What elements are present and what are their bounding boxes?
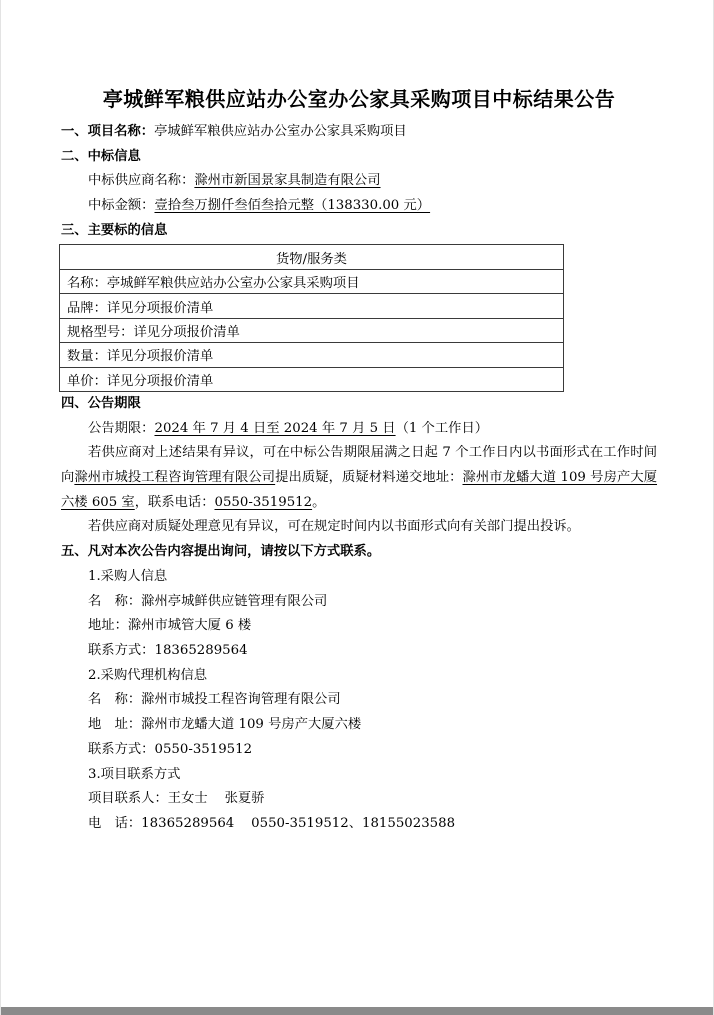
table-cell-spec: 规格型号：详见分项报价清单 <box>60 318 564 342</box>
period-label: 公告期限： <box>88 420 155 436</box>
objection-text-1: 若供应商对上述结果有异议，可在中标公告期限届满之日起 7 个工作日内以书面形式在工作时间向 <box>61 445 657 486</box>
agency-name: 名 称：滁州市城投工程咨询管理有限公司 <box>88 692 341 708</box>
agency-contact: 联系方式：0550-3519512 <box>88 741 253 757</box>
objection-phone: 0550-3519512 <box>214 494 313 510</box>
supplier-name: 滁州市新国景家具制造有限公司 <box>194 173 381 189</box>
supplier-label: 中标供应商名称： <box>88 173 195 189</box>
section-4-heading <box>61 392 657 417</box>
table-row <box>60 270 564 294</box>
section-3-heading <box>61 219 657 244</box>
goods-table-header-row <box>60 245 564 270</box>
period-suffix: （1 个工作日） <box>395 420 489 436</box>
goods-table-header: 货物/服务类 <box>60 245 564 270</box>
project-contacts: 项目联系人：王女士 张夏骄 <box>88 791 265 807</box>
complaint-line: 若供应商对质疑处理意见有异议，可在规定时间内以书面形式向有关部门提出投诉。 <box>88 519 580 535</box>
agency-heading: 2.采购代理机构信息 <box>88 667 208 683</box>
section-4-label: 四、公告期限 <box>61 395 141 411</box>
objection-agency-name: 滁州市城投工程咨询管理有限公司 <box>74 470 276 486</box>
section-2-label: 二、中标信息 <box>61 148 141 164</box>
purchaser-heading: 1.采购人信息 <box>88 568 168 584</box>
amount-line <box>61 194 657 219</box>
table-cell-name: 名称：亭城鲜军粮供应站办公室办公家具采购项目 <box>60 270 564 294</box>
objection-text-4: 。 <box>312 494 326 510</box>
section-1-line <box>61 120 657 145</box>
project-phones: 电 话：18365289564 0550-3519512、18155023588 <box>88 815 456 831</box>
table-row <box>60 343 564 367</box>
period-value: 2024 年 7 月 4 日至 2024 年 7 月 5 日 <box>154 420 396 436</box>
purchaser-address: 地址：滁州市城管大厦 6 楼 <box>88 618 252 634</box>
table-cell-quantity: 数量：详见分项报价清单 <box>60 343 564 367</box>
objection-address: 滁州市龙蟠大道 109 号房产大厦六楼 605 室 <box>61 470 658 510</box>
table-cell-brand: 品牌：详见分项报价清单 <box>60 294 564 318</box>
objection-paragraph <box>61 441 657 515</box>
table-row <box>60 294 564 318</box>
section-2-heading <box>61 145 657 170</box>
project-contact-heading: 3.项目联系方式 <box>88 766 181 782</box>
section-3-label: 三、主要标的信息 <box>61 222 168 238</box>
objection-text-2: 提出质疑，质疑材料递交地址： <box>275 470 463 486</box>
purchaser-contact: 联系方式：18365289564 <box>88 643 248 658</box>
section-1-value: 亭城鲜军粮供应站办公室办公家具采购项目 <box>154 124 407 139</box>
table-row <box>60 367 564 391</box>
amount-label: 中标金额： <box>88 198 155 214</box>
table-cell-unit-price: 单价：详见分项报价清单 <box>60 367 564 391</box>
section-5-heading <box>61 540 657 565</box>
page-bottom-bar <box>0 1007 714 1015</box>
document-title: 亭城鲜军粮供应站办公室办公家具采购项目中标结果公告 <box>102 87 616 111</box>
goods-table <box>59 244 564 392</box>
section-5-label: 五、凡对本次公告内容提出询问，请按以下方式联系。 <box>61 544 381 560</box>
document-content <box>61 0 657 837</box>
purchaser-name: 名 称：滁州亭城鲜供应链管理有限公司 <box>88 593 328 609</box>
agency-address: 地 址：滁州市龙蟠大道 109 号房产大厦六楼 <box>88 717 362 733</box>
table-row <box>60 318 564 342</box>
supplier-line <box>61 169 657 194</box>
amount-value: 壹拾叁万捌仟叁佰叁拾元整（138330.00 元） <box>154 198 431 214</box>
period-line <box>61 417 657 442</box>
section-1-label: 一、项目名称： <box>61 124 155 139</box>
objection-text-3: ，联系电话： <box>134 494 215 510</box>
